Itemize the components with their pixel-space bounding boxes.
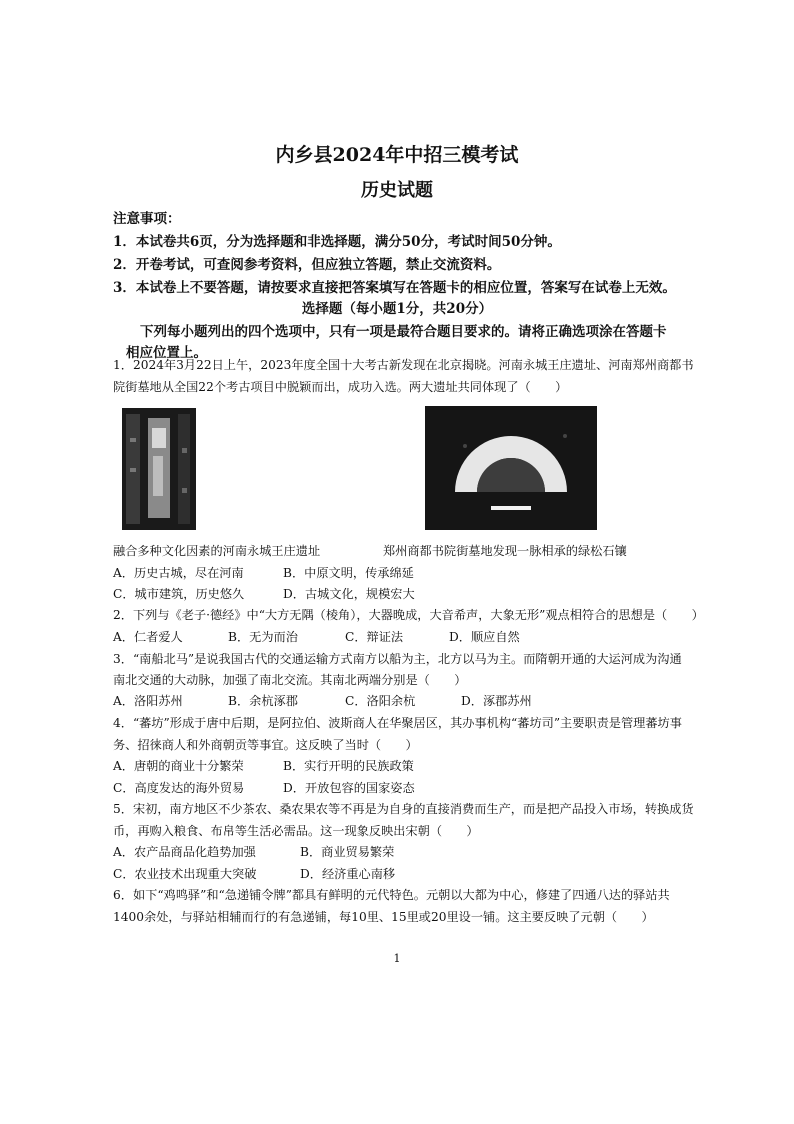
question-6-line-2: 1400余处，与驿站相辅而行的有急递铺，每10里、15里或20里设一铺。这主要反映了元朝（ ） — [113, 910, 654, 924]
exam-subtitle: 历史试题 — [361, 180, 433, 201]
question-1-option-b: B．中原文明，传承绵延 — [283, 566, 414, 580]
question-1-option-a: A．历史古城，尽在河南 — [113, 566, 244, 580]
section-instruction-line1: 下列每小题列出的四个选项中，只有一项是最符合题目要求的。请将正确选项涂在答题卡 — [140, 324, 667, 340]
question-3-option-d: D．涿郡苏州 — [461, 694, 532, 708]
question-3-line-2: 南北交通的大动脉，加强了南北交流。其南北两端分别是（ ） — [113, 673, 467, 687]
question-5-option-c: C．农业技术出现重大突破 — [113, 867, 257, 881]
question-4-line-1: 4．“蕃坊”形成于唐中后期，是阿拉伯、波斯商人在华聚居区，其办事机构“蕃坊司”主要职责是管理蕃坊事 — [113, 716, 682, 730]
question-4-option-d: D．开放包容的国家姿态 — [283, 781, 415, 795]
question-4-option-b: B．实行开明的民族政策 — [283, 759, 414, 773]
question-6-line-1: 6．如下“鸡鸣驿”和“急递铺令牌”都具有鲜明的元代特色。元朝以大都为中心，修建了四通八达的驿站共 — [113, 888, 670, 902]
wangzhuang-site-photo — [122, 408, 196, 530]
section-title: 选择题（每小题1分，共20分） — [301, 301, 493, 317]
question-3-option-b: B．余杭涿郡 — [228, 694, 298, 708]
question-2-line-1: 2．下列与《老子·德经》中“大方无隅（棱角），大器晚成，大音希声，大象无形”观点相符合的思想是（ ） — [113, 608, 704, 622]
question-5-line-2: 币，再购入粮食、布帛等生活必需品。这一现象反映出宋朝（ ） — [113, 824, 479, 838]
notice-item-1: 1．本试卷共6页，分为选择题和非选择题，满分50分，考试时间50分钟。 — [113, 234, 561, 250]
question-1-caption-1: 融合多种文化因素的河南永城王庄遗址 — [113, 544, 321, 558]
question-3-option-c: C．洛阳余杭 — [345, 694, 416, 708]
question-2-option-b: B．无为而治 — [228, 630, 298, 644]
question-1-line-1: 1．2024年3月22日上午，2023年度全国十大考古新发现在北京揭晓。河南永城王庄遗址、河南郑州商都书 — [113, 358, 694, 372]
exam-title: 内乡县2024年中招三模考试 — [275, 144, 519, 166]
notice-heading: 注意事项： — [113, 211, 181, 227]
page-number: 1 — [393, 952, 401, 965]
section-instruction-line2: 相应位置上。 — [126, 345, 207, 361]
question-1-option-c: C．城市建筑，历史悠久 — [113, 587, 245, 601]
question-4-option-c: C．高度发达的海外贸易 — [113, 781, 245, 795]
question-3-option-a: A．洛阳苏州 — [113, 694, 183, 708]
turquoise-inlay-photo — [425, 406, 597, 530]
question-5-option-b: B．商业贸易繁荣 — [300, 845, 395, 859]
question-4-line-2: 务、招徕商人和外商朝贡等事宜。这反映了当时（ ） — [113, 738, 418, 752]
question-3-line-1: 3．“南船北马”是说我国古代的交通运输方式南方以船为主，北方以马为主。而隋朝开通的大运河成为沟通 — [113, 652, 682, 666]
notice-item-3: 3．本试卷上不要答题，请按要求直接把答案填写在答题卡的相应位置，答案写在试卷上无效。 — [113, 280, 676, 296]
question-5-option-d: D．经济重心南移 — [300, 867, 396, 881]
question-5-option-a: A．农产品商品化趋势加强 — [113, 845, 256, 859]
question-1-caption-2: 郑州商都书院街墓地发现一脉相承的绿松石镶 — [383, 544, 627, 558]
question-1-line-2: 院街墓地从全国22个考古项目中脱颖而出，成功入选。两大遗址共同体现了（ ） — [113, 380, 568, 394]
question-2-option-d: D．顺应自然 — [449, 630, 520, 644]
question-4-option-a: A．唐朝的商业十分繁荣 — [113, 759, 244, 773]
question-5-line-1: 5．宋初，南方地区不少茶农、桑农果农等不再是为自身的直接消费而生产，而是把产品投入市场，转换成货 — [113, 802, 694, 816]
notice-item-2: 2．开卷考试，可查阅参考资料，但应独立答题，禁止交流资料。 — [113, 257, 501, 273]
question-2-option-c: C．辩证法 — [345, 630, 404, 644]
question-1-option-d: D．古城文化，规模宏大 — [283, 587, 415, 601]
question-2-option-a: A．仁者爱人 — [113, 630, 183, 644]
